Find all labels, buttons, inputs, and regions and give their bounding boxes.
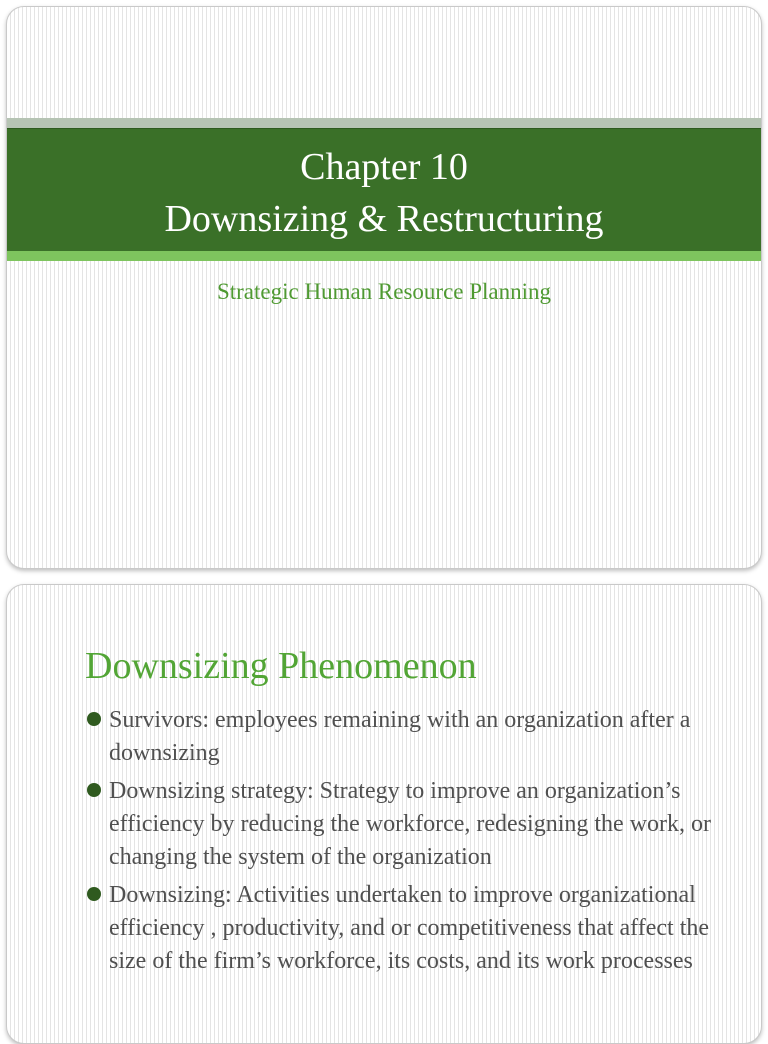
title-band-bottom-stripe <box>7 251 761 261</box>
slide-title-line-1: Chapter 10 <box>300 146 468 188</box>
content-heading: Downsizing Phenomenon <box>85 645 477 687</box>
slide-subtitle: Strategic Human Resource Planning <box>216 279 552 304</box>
slide-title <box>7 141 761 245</box>
bullet-item <box>85 704 725 770</box>
bullet-item <box>85 879 725 978</box>
bullet-list <box>85 704 725 983</box>
bullet-text: Survivors: employees remaining with an organization after a downsizing <box>109 707 691 766</box>
title-band-top-stripe <box>7 118 761 128</box>
bullet-item <box>85 775 725 874</box>
bullet-icon <box>87 887 101 901</box>
title-slide <box>6 6 762 569</box>
bullet-text: Downsizing: Activities undertaken to improve organizational efficiency , productivity, and or competitiveness that affect the size of the firm’s workforce, its costs, and its work processes <box>109 882 710 974</box>
bullet-text: Downsizing strategy: Strategy to improve an organization’s efficiency by reducing the workforce, redesigning the work, or changing the system of the organization <box>109 778 712 870</box>
bullet-icon <box>87 783 101 797</box>
content-slide <box>6 584 762 1044</box>
slide-title-line-2: Downsizing & Restructuring <box>164 198 604 240</box>
bullet-icon <box>87 712 101 726</box>
